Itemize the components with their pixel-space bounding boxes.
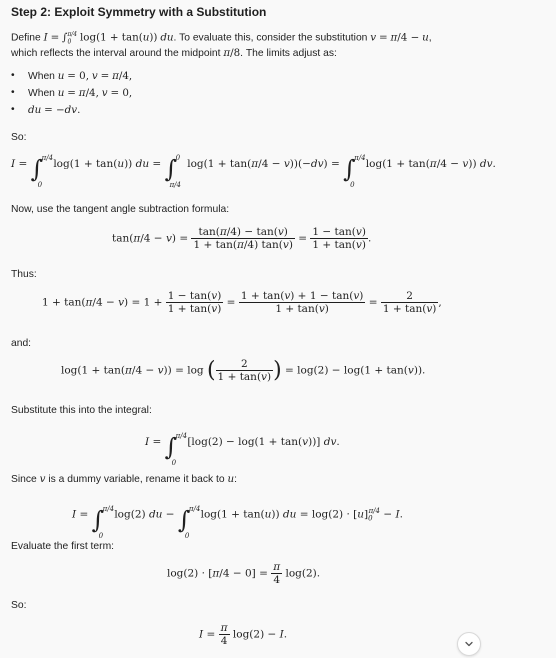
label-evaluate: Evaluate the first term: — [11, 541, 115, 552]
equation-log: log(1 + tan(π/4 − v)) = log ( $\frac{2}{1 + \tan(v)}$ ) = log(2) − log(1 + tan(v)). — [61, 358, 426, 383]
label-so: So: — [11, 132, 27, 143]
bullet-item-1: • When u = 0, v = π/4, — [11, 70, 133, 82]
label-thus: Thus: — [11, 269, 37, 280]
bullet-item-2: • When u = π/4, v = 0, — [11, 87, 133, 99]
equation-tangent: tan(π/4 − v) = $\frac{\tan(\pi/4) - \tan(v)}{1 + \tan(\pi/4) \tan(v)}$ = $\frac{1 - \tan(v)}{1 + \tan(v)}$ . — [112, 226, 372, 251]
label-and: and: — [11, 338, 32, 349]
label-so-2: So: — [11, 600, 27, 611]
equation-evaluate: log(2) · [π/4 − 0] = $\frac{\pi}{4}$ log(2). — [167, 561, 321, 586]
scroll-to-bottom-button[interactable] — [457, 632, 481, 656]
intro-line-1: Define $I = \int_0^{\pi/4}$ log(1 + tan(u)) du. To evaluate this, consider the substitution v = π/4 − u, — [11, 31, 432, 46]
intro-line-2: which reflects the interval around the midpoint π/8. The limits adjust as: — [11, 47, 337, 59]
equation-symmetry: I = ∫ π/4 0 log(1 + tan(u)) du = ∫ 0 π/4 log(1 + tan(π/4 − v))(−dv) = ∫ π/4 0 log(1 + tan(π/4 − v)) dv. — [11, 154, 496, 189]
bullet-item-3: • du = −dv. — [11, 104, 81, 116]
step-heading: Step 2: Exploit Symmetry with a Substitution — [11, 5, 267, 19]
label-dummy: Since v is a dummy variable, rename it back to u: — [11, 473, 237, 485]
label-substitute: Substitute this into the integral: — [11, 405, 152, 416]
equation-renamed: I = ∫ π/4 0 log(2) du − ∫ π/4 0 log(1 + tan(u)) du = $\log(2) \cdot [u]_0^{\pi/4} - I$. — [72, 504, 403, 540]
label-tangent: Now, use the tangent angle subtraction formula: — [11, 204, 230, 215]
chevron-down-icon — [464, 639, 474, 649]
equation-substituted: I = ∫ π/4 0 [log(2) − log(1 + tan(v))] dv. — [145, 432, 340, 467]
equation-thus: 1 + tan(π/4 − v) = 1 + $\frac{1 - \tan(v)}{1 + \tan(v)}$ = $\frac{1 + \tan(v) + 1 - \tan(v)}{1 + \tan(v)}$ = $\frac{2}{1 + \tan(v)}$ , — [42, 290, 442, 315]
equation-final: I = $\frac{\pi}{4}$ log(2) − I. — [199, 622, 288, 647]
